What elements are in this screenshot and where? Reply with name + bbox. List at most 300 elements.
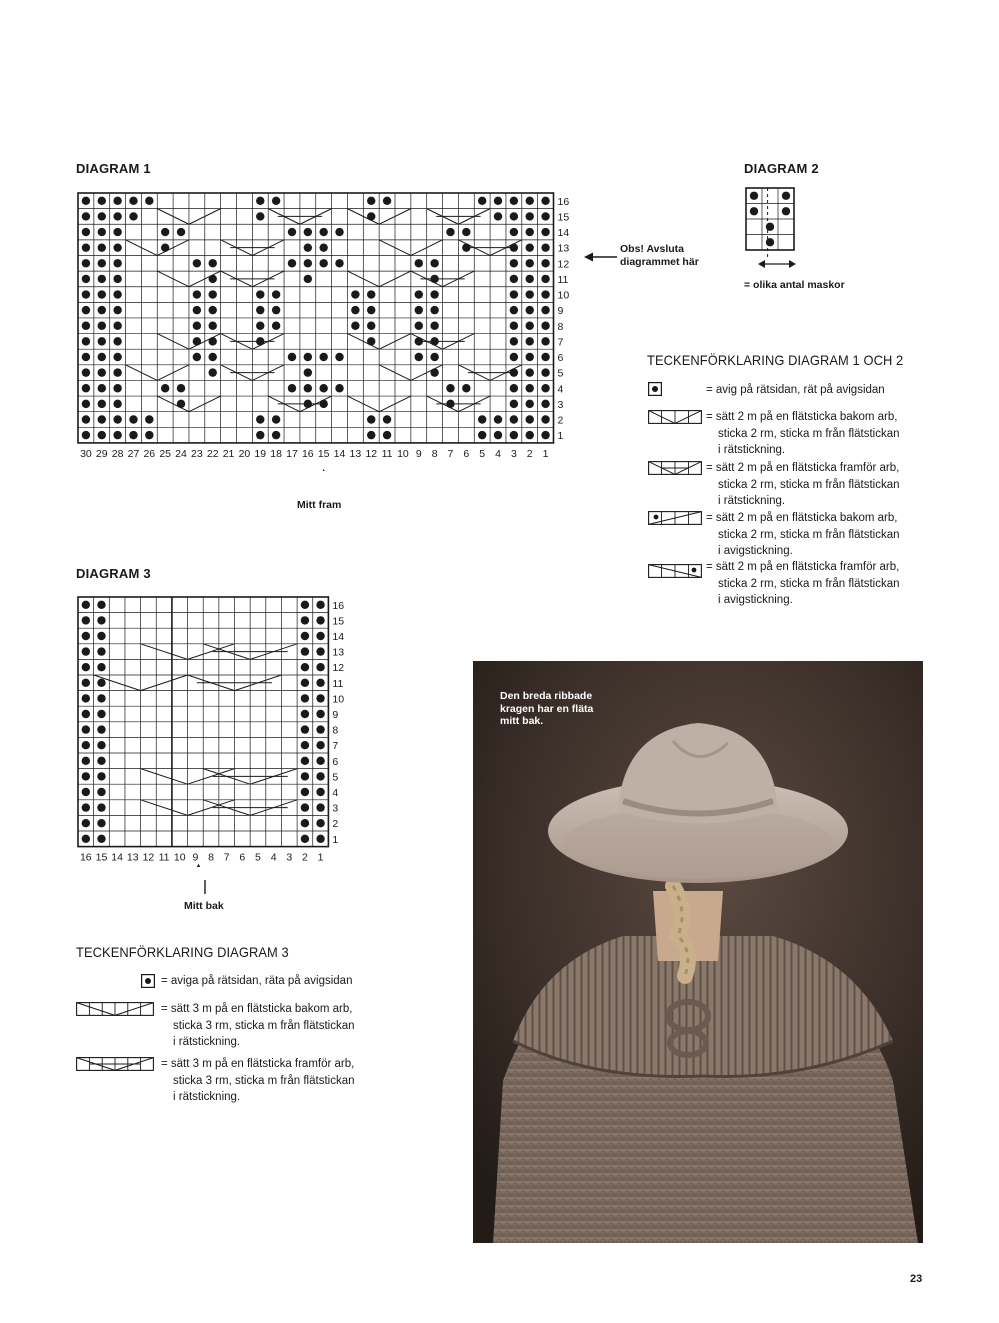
- d3-purl-dot: [316, 741, 324, 749]
- photo-caption-line-2: kragen har en fläta: [500, 702, 594, 715]
- d1-purl-dot: [494, 212, 502, 220]
- d1-purl-dot: [526, 290, 534, 298]
- d3-purl-dot: [82, 632, 90, 640]
- d3-col-label: 7: [223, 851, 230, 864]
- d3-purl-dot: [301, 725, 309, 733]
- d1-purl-dot: [494, 431, 502, 439]
- legend12-item-3-line-1: = sätt 2 m på en flätsticka framför arb,: [706, 462, 900, 474]
- d1-row-label: 5: [557, 367, 564, 380]
- d1-purl-dot: [129, 431, 137, 439]
- d1-col-label: 5: [479, 447, 486, 460]
- d3-purl-dot: [301, 803, 309, 811]
- d1-purl-dot: [526, 259, 534, 267]
- d3-col-label: 2: [302, 851, 308, 864]
- d1-purl-dot: [478, 197, 486, 205]
- d1-purl-dot: [304, 243, 312, 251]
- photo-illustration: [473, 661, 923, 1243]
- d1-col-label: 27: [127, 447, 140, 460]
- d1-col-label: 25: [159, 447, 172, 460]
- d1-row-label: 8: [557, 320, 564, 333]
- diagram1-end-note: [620, 243, 699, 269]
- legend12-item-5-line-1: = sätt 2 m på en flätsticka framför arb,: [706, 561, 900, 573]
- d3-purl-dot: [82, 663, 90, 671]
- d1-purl-dot: [526, 400, 534, 408]
- d1-row-label: 9: [557, 305, 564, 318]
- d3-purl-dot: [82, 757, 90, 765]
- d1-purl-dot: [129, 212, 137, 220]
- d1-purl-dot: [367, 290, 375, 298]
- d1-purl-dot: [82, 306, 90, 314]
- d1-purl-dot: [98, 275, 106, 283]
- legend12-symbol-cable-back: [648, 410, 702, 429]
- d1-purl-dot: [113, 243, 121, 251]
- d1-purl-dot: [383, 415, 391, 423]
- d3-col-label: 3: [286, 851, 293, 864]
- d3-purl-dot: [82, 694, 90, 702]
- d1-purl-dot: [288, 259, 296, 267]
- d3-purl-dot: [97, 694, 105, 702]
- d1-purl-dot: [319, 384, 327, 392]
- d1-purl-dot: [193, 353, 201, 361]
- d1-purl-dot: [209, 353, 217, 361]
- d1-purl-dot: [541, 275, 549, 283]
- d2-purl-dot: [766, 223, 774, 231]
- d1-purl-dot: [335, 228, 343, 236]
- legend12-symbol-purl: [648, 382, 662, 396]
- d1-purl-dot: [430, 290, 438, 298]
- legend3-title: TECKENFÖRKLARING DIAGRAM 3: [76, 944, 289, 960]
- d3-col-label: 13: [126, 851, 139, 864]
- d3-purl-dot: [301, 663, 309, 671]
- d1-purl-dot: [430, 259, 438, 267]
- d3-purl-dot: [97, 725, 105, 733]
- d3-row-label: 3: [332, 802, 339, 815]
- d1-col-label: 7: [447, 447, 454, 460]
- d1-row-label: 11: [557, 273, 569, 286]
- d1-purl-dot: [304, 228, 312, 236]
- d3-col-label: 1: [317, 851, 324, 864]
- d3-purl-dot: [97, 757, 105, 765]
- d3-arrow-stem-icon: [199, 880, 211, 896]
- d1-purl-dot: [478, 415, 486, 423]
- d3-center-arrowhead: [194, 864, 203, 867]
- legend3-symbol-cable-front: [76, 1057, 154, 1076]
- d2-purl-dot: [766, 238, 774, 246]
- d1-purl-dot: [98, 337, 106, 345]
- d1-purl-dot: [113, 353, 121, 361]
- d1-purl-dot: [193, 306, 201, 314]
- legend3-item-3-line-1: = sätt 3 m på en flätsticka framför arb,: [161, 1058, 355, 1070]
- d2-arrowhead-right: [789, 260, 796, 268]
- d3-purl-dot: [301, 788, 309, 796]
- d1-purl-dot: [98, 431, 106, 439]
- d1-purl-dot: [510, 322, 518, 330]
- legend12-item-1: [706, 382, 885, 399]
- d1-row-label: 1: [557, 430, 564, 443]
- d3-row-label: 2: [332, 818, 339, 831]
- legend3-item-2-line-1: = sätt 3 m på en flätsticka bakom arb,: [161, 1003, 353, 1015]
- d3-row-label: 10: [332, 693, 345, 706]
- d1-purl-dot: [526, 322, 534, 330]
- d1-col-label: 17: [286, 447, 298, 460]
- diagram1-end-note-line-1: Obs! Avsluta: [620, 243, 684, 255]
- d3-purl-dot: [97, 616, 105, 624]
- d1-purl-dot: [113, 400, 121, 408]
- d3-purl-dot: [82, 835, 90, 843]
- d1-purl-dot: [82, 243, 90, 251]
- legend12-item-2-line-3: i rätstickning.: [718, 444, 786, 456]
- d3-purl-dot: [97, 679, 105, 687]
- legend12-item-4: [706, 510, 900, 560]
- d1-purl-dot: [304, 384, 312, 392]
- d3-purl-dot: [316, 647, 324, 655]
- d1-purl-dot: [541, 197, 549, 205]
- d1-purl-dot: [193, 290, 201, 298]
- d3-row-label: 8: [332, 724, 339, 737]
- d1-center-arrowhead: [319, 469, 328, 471]
- diagram1-end-note-line-2: diagrammet här: [620, 256, 699, 268]
- d1-col-label: 20: [238, 447, 251, 460]
- d1-purl-dot: [272, 322, 280, 330]
- d3-row-label: 14: [332, 631, 345, 643]
- d1-col-label: 21: [222, 447, 235, 460]
- d3-purl-dot: [301, 772, 309, 780]
- d1-purl-dot: [304, 353, 312, 361]
- d3-purl-dot: [301, 694, 309, 702]
- diagram2-chart: [740, 184, 804, 274]
- legend12-item-5-line-2: sticka 2 rm, sticka m från flätstickan: [718, 577, 900, 590]
- d3-col-label: 4: [270, 851, 277, 864]
- d1-purl-dot: [272, 431, 280, 439]
- d1-purl-dot: [256, 415, 264, 423]
- d1-col-label: 16: [301, 447, 314, 460]
- d1-purl-dot: [82, 290, 90, 298]
- d3-row-label: 16: [332, 599, 345, 612]
- d1-row-label: 7: [557, 336, 564, 349]
- legend12-title: TECKENFÖRKLARING DIAGRAM 1 OCH 2: [647, 352, 904, 368]
- d1-purl-dot: [541, 228, 549, 236]
- d3-col-label: 5: [255, 851, 261, 864]
- d1-purl-dot: [510, 337, 518, 345]
- d1-purl-dot: [209, 368, 217, 376]
- diagram3-chart: [70, 592, 360, 867]
- d1-purl-dot: [82, 259, 90, 267]
- d1-purl-dot: [510, 212, 518, 220]
- legend12-item-4-line-1: = sätt 2 m på en flätsticka bakom arb,: [706, 512, 898, 524]
- d3-purl-dot: [82, 741, 90, 749]
- legend12-item-3: [706, 460, 900, 510]
- d1-purl-dot: [113, 197, 121, 205]
- d1-purl-dot: [541, 290, 549, 298]
- d3-purl-dot: [301, 679, 309, 687]
- d3-purl-dot: [316, 601, 324, 609]
- d1-purl-dot: [256, 212, 264, 220]
- d1-purl-dot: [526, 243, 534, 251]
- d1-row-label: 12: [557, 258, 570, 271]
- d1-col-label: 3: [510, 447, 517, 460]
- d3-purl-dot: [316, 803, 324, 811]
- d1-purl-dot: [510, 290, 518, 298]
- d1-col-label: 14: [333, 447, 346, 460]
- d1-purl-dot: [272, 306, 280, 314]
- d1-purl-dot: [272, 415, 280, 423]
- legend3-item-2-line-3: i rätstickning.: [173, 1036, 241, 1048]
- legend3-item-1: [161, 973, 352, 990]
- d3-purl-dot: [82, 803, 90, 811]
- d1-purl-dot: [541, 306, 549, 314]
- d1-col-label: 26: [143, 447, 156, 460]
- d1-col-label: 6: [463, 447, 470, 460]
- d3-purl-dot: [97, 647, 105, 655]
- legend3-item-3: [161, 1056, 355, 1106]
- d1-purl-dot: [256, 431, 264, 439]
- d1-col-label: 8: [431, 447, 438, 460]
- d3-col-label: 14: [111, 851, 123, 864]
- d1-purl-dot: [304, 259, 312, 267]
- d1-purl-dot: [541, 368, 549, 376]
- d1-row-label: 15: [557, 211, 570, 224]
- d1-purl-dot: [304, 368, 312, 376]
- d3-purl-dot: [82, 601, 90, 609]
- cable-3-front-icon: [76, 1057, 154, 1071]
- d1-purl-dot: [351, 306, 359, 314]
- d1-purl-dot: [526, 431, 534, 439]
- d3-purl-dot: [97, 741, 105, 749]
- d1-purl-dot: [494, 415, 502, 423]
- d1-purl-dot: [510, 306, 518, 314]
- d3-row-label: 15: [332, 615, 345, 628]
- d1-col-label: 28: [111, 447, 124, 460]
- d3-row-label: 7: [332, 740, 339, 753]
- d1-purl-dot: [98, 259, 106, 267]
- d3-purl-dot: [316, 772, 324, 780]
- diagram1-center-label: Mitt fram: [297, 499, 342, 511]
- d1-purl-dot: [256, 197, 264, 205]
- d1-purl-dot: [415, 259, 423, 267]
- d1-col-label: 15: [317, 447, 330, 460]
- d1-purl-dot: [82, 322, 90, 330]
- d3-purl-dot: [301, 757, 309, 765]
- d1-purl-dot: [145, 197, 153, 205]
- d3-purl-dot: [82, 679, 90, 687]
- d3-purl-dot: [301, 616, 309, 624]
- d1-purl-dot: [209, 322, 217, 330]
- d1-purl-dot: [113, 337, 121, 345]
- d1-col-label: 23: [191, 447, 203, 460]
- d1-purl-dot: [209, 306, 217, 314]
- legend12-symbol-cable-back-purl: [648, 511, 702, 530]
- purl-dot-icon: [648, 382, 662, 396]
- legend3-symbol-purl: [141, 974, 155, 988]
- d1-col-label: 10: [397, 447, 409, 460]
- d1-purl-dot: [319, 243, 327, 251]
- d3-purl-dot: [316, 757, 324, 765]
- d1-purl-dot: [415, 322, 423, 330]
- cable-back-purl-icon: [648, 511, 702, 525]
- d3-purl-dot: [97, 632, 105, 640]
- d1-purl-dot: [193, 259, 201, 267]
- legend3-item-3-line-3: i rätstickning.: [173, 1091, 241, 1103]
- d1-purl-dot: [415, 290, 423, 298]
- d1-purl-dot: [113, 322, 121, 330]
- d1-purl-dot: [510, 431, 518, 439]
- d3-purl-dot: [97, 788, 105, 796]
- diagram2-note: = olika antal maskor: [744, 279, 845, 291]
- legend12-item-4-line-2: sticka 2 rm, sticka m från flätstickan: [718, 528, 900, 541]
- d1-purl-dot: [98, 353, 106, 361]
- d3-purl-dot: [82, 772, 90, 780]
- d1-purl-dot: [113, 384, 121, 392]
- d1-purl-dot: [161, 228, 169, 236]
- d3-purl-dot: [316, 679, 324, 687]
- d1-purl-dot: [98, 384, 106, 392]
- d3-purl-dot: [82, 616, 90, 624]
- d3-col-label: 6: [239, 851, 246, 864]
- d1-row-label: 10: [557, 289, 570, 302]
- d3-col-label: 11: [158, 851, 170, 864]
- d1-purl-dot: [526, 228, 534, 236]
- d1-purl-dot: [319, 353, 327, 361]
- d1-purl-dot: [177, 228, 185, 236]
- d1-purl-dot: [526, 306, 534, 314]
- legend3-item-2-line-2: sticka 3 rm, sticka m från flätstickan: [173, 1019, 355, 1032]
- photo-caption: [500, 690, 593, 728]
- d1-col-label: 24: [175, 447, 187, 460]
- legend3-item-1-line: = aviga på rätsidan, räta på avigsidan: [161, 975, 353, 987]
- d3-col-label: 9: [192, 851, 199, 864]
- d3-purl-dot: [316, 616, 324, 624]
- d1-purl-dot: [415, 306, 423, 314]
- d1-purl-dot: [209, 290, 217, 298]
- d1-purl-dot: [98, 228, 106, 236]
- d1-purl-dot: [209, 259, 217, 267]
- d1-purl-dot: [82, 353, 90, 361]
- d1-purl-dot: [82, 368, 90, 376]
- d3-purl-dot: [82, 725, 90, 733]
- d2-purl-dot: [750, 192, 758, 200]
- cable-front-purl-icon: [648, 564, 702, 578]
- purl-dot-icon: [141, 974, 155, 988]
- d1-purl-dot: [288, 353, 296, 361]
- d1-purl-dot: [113, 212, 121, 220]
- d3-col-label: 8: [208, 851, 214, 864]
- d1-col-label: 2: [526, 447, 533, 460]
- d3-purl-dot: [301, 710, 309, 718]
- d1-col-label: 11: [381, 447, 393, 460]
- d3-col-label: 15: [95, 851, 108, 864]
- d1-purl-dot: [82, 384, 90, 392]
- d1-purl-dot: [526, 353, 534, 361]
- d1-purl-dot: [98, 197, 106, 205]
- d3-purl-dot: [97, 601, 105, 609]
- d1-purl-dot: [319, 228, 327, 236]
- d3-purl-dot: [316, 663, 324, 671]
- d3-purl-dot: [301, 632, 309, 640]
- diagram3-center-label: Mitt bak: [184, 900, 224, 912]
- d2-purl-dot: [782, 192, 790, 200]
- cable-front-icon: [648, 461, 702, 475]
- d1-row-label: 2: [557, 414, 564, 427]
- d1-col-label: 19: [254, 447, 267, 460]
- end-note-arrow-icon: [584, 251, 618, 263]
- d1-purl-dot: [462, 228, 470, 236]
- d3-col-label: 16: [79, 851, 92, 864]
- d3-purl-dot: [316, 788, 324, 796]
- d3-row-label: 1: [332, 833, 339, 846]
- d1-purl-dot: [541, 384, 549, 392]
- d1-purl-dot: [526, 415, 534, 423]
- d3-purl-dot: [316, 694, 324, 702]
- d1-purl-dot: [82, 228, 90, 236]
- d1-col-label: 12: [365, 447, 378, 460]
- diagram1-title: DIAGRAM 1: [76, 161, 151, 176]
- d1-purl-dot: [272, 290, 280, 298]
- d3-row-label: 9: [332, 709, 339, 721]
- d3-row-label: 11: [332, 677, 344, 690]
- d1-purl-dot: [145, 431, 153, 439]
- d1-purl-dot: [129, 415, 137, 423]
- d1-purl-dot: [98, 212, 106, 220]
- d1-row-label: 14: [557, 227, 570, 240]
- d1-purl-dot: [335, 384, 343, 392]
- d1-purl-dot: [113, 290, 121, 298]
- d1-purl-dot: [98, 322, 106, 330]
- legend3-item-3-line-2: sticka 3 rm, sticka m från flätstickan: [173, 1074, 355, 1087]
- d1-col-label: 29: [95, 447, 108, 460]
- d1-purl-dot: [335, 353, 343, 361]
- d3-purl-dot: [301, 601, 309, 609]
- d1-purl-dot: [351, 322, 359, 330]
- d1-purl-dot: [430, 322, 438, 330]
- legend12-item-2-line-2: sticka 2 rm, sticka m från flätstickan: [718, 427, 900, 440]
- d1-purl-dot: [510, 275, 518, 283]
- d1-purl-dot: [541, 400, 549, 408]
- diagram2-title: DIAGRAM 2: [744, 161, 819, 176]
- d1-purl-dot: [510, 353, 518, 361]
- legend3-item-2: [161, 1001, 355, 1051]
- legend12-item-2: [706, 409, 900, 459]
- d1-purl-dot: [177, 384, 185, 392]
- legend12-symbol-cable-front: [648, 461, 702, 480]
- d1-purl-dot: [526, 368, 534, 376]
- d1-purl-dot: [319, 259, 327, 267]
- d3-purl-dot: [301, 835, 309, 843]
- d1-purl-dot: [415, 353, 423, 361]
- d1-purl-dot: [129, 197, 137, 205]
- d1-purl-dot: [446, 384, 454, 392]
- d3-purl-dot: [97, 710, 105, 718]
- d1-purl-dot: [494, 197, 502, 205]
- d1-purl-dot: [98, 415, 106, 423]
- photo-caption-line-3: mitt bak.: [500, 715, 544, 727]
- d3-row-label: 13: [332, 646, 345, 659]
- d1-purl-dot: [367, 415, 375, 423]
- d2-purl-dot: [782, 207, 790, 215]
- d1-purl-dot: [256, 290, 264, 298]
- d3-row-label: 12: [332, 662, 345, 675]
- d1-purl-dot: [541, 353, 549, 361]
- d1-purl-dot: [541, 212, 549, 220]
- d1-purl-dot: [526, 384, 534, 392]
- d1-purl-dot: [510, 197, 518, 205]
- d1-purl-dot: [541, 243, 549, 251]
- legend12-symbol-cable-front-purl: [648, 564, 702, 583]
- d3-purl-dot: [301, 819, 309, 827]
- d1-col-label: 4: [495, 447, 501, 460]
- d1-purl-dot: [526, 337, 534, 345]
- d3-purl-dot: [316, 835, 324, 843]
- d3-purl-dot: [97, 663, 105, 671]
